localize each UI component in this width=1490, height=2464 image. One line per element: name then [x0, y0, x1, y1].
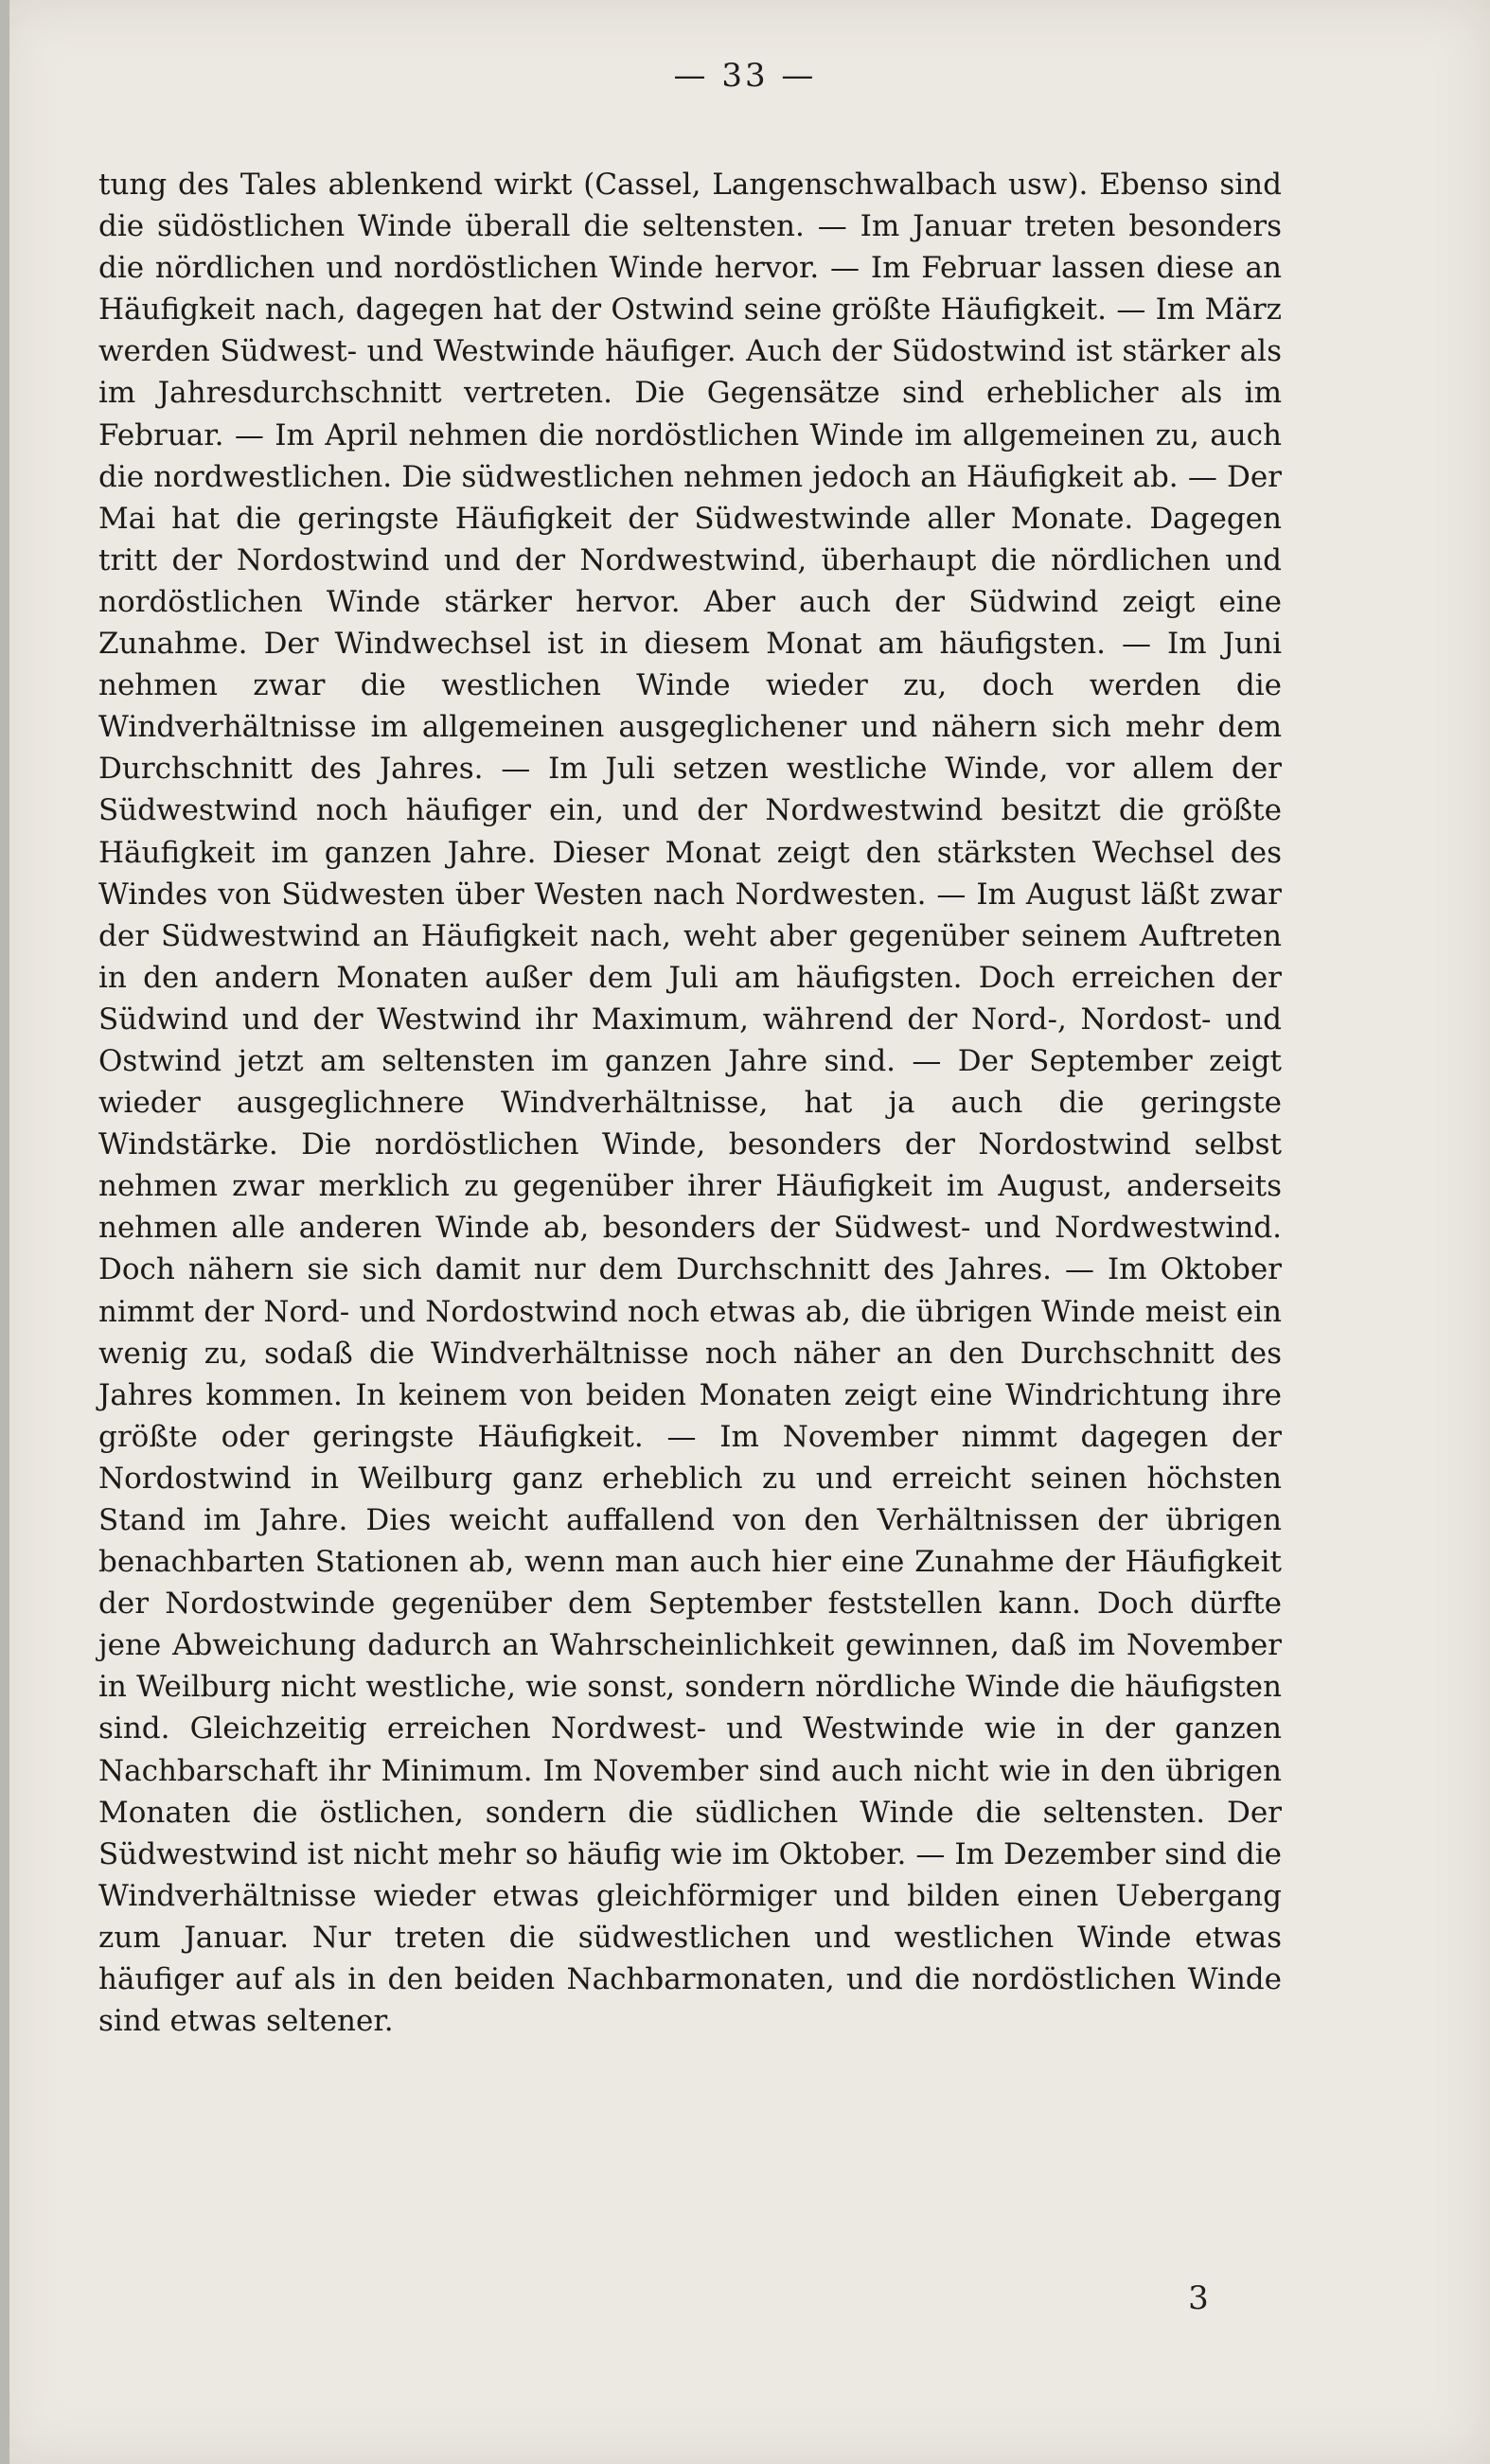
signature-mark: 3 [1188, 2279, 1209, 2317]
page-binding-edge [0, 0, 9, 2464]
body-text [98, 164, 1282, 2042]
page-number: — 33 — [673, 57, 817, 95]
paragraph: tung des Tales ablenkend wirkt (Cassel, Langenschwalbach usw). Ebenso sind die südöstlichen Winde überall die seltensten. — Im Januar treten besonders die nördlichen und nordöstlichen Winde hervor. — Im Februar lassen diese an Häufigkeit nach, dagegen hat der Ostwind seine größte Häufigkeit. — Im März werden Südwest- und Westwinde häufiger. Auch der Südostwind ist stärker als im Jahresdurchschnitt vertreten. Die Gegensätze sind erheblicher als im Februar. — Im April nehmen die nordöstlichen Winde im allgemeinen zu, auch die nordwestlichen. Die südwestlichen nehmen jedoch an Häufigkeit ab. — Der Mai hat die geringste Häufigkeit der Südwestwinde aller Monate. Dagegen tritt der Nordostwind und der Nordwestwind, überhaupt die nördlichen und nordöstlichen Winde stärker hervor. Aber auch der Südwind zeigt eine Zunahme. Der Windwechsel ist in diesem Monat am häufigsten. — Im Juni nehmen zwar die westlichen Winde wieder zu, doch werden die Windverhältnisse im allgemeinen ausgeglichener und nähern sich mehr dem Durchschnitt des Jahres. — Im Juli setzen westliche Winde, vor allem der Südwestwind noch häufiger ein, und der Nordwestwind besitzt die größte Häufigkeit im ganzen Jahre. Dieser Monat zeigt den stärksten Wechsel des Windes von Südwesten über Westen nach Nordwesten. — Im August läßt zwar der Südwestwind an Häufigkeit nach, weht aber gegenüber seinem Auftreten in den andern Monaten außer dem Juli am häufigsten. Doch erreichen der Südwind und der Westwind ihr Maximum, während der Nord-, Nordost- und Ostwind jetzt am seltensten im ganzen Jahre sind. — Der September zeigt wieder ausgeglichnere Windverhältnisse, hat ja auch die geringste Windstärke. Die nordöstlichen Winde, besonders der Nordostwind selbst nehmen zwar merklich zu gegenüber ihrer Häufigkeit im August, anderseits nehmen alle anderen Winde ab, besonders der Südwest- und Nordwestwind. Doch nähern sie sich damit nur dem Durchschnitt des Jahres. — Im Oktober nimmt der Nord- und Nordostwind noch etwas ab, die übrigen Winde meist ein wenig zu, sodaß die Windverhältnisse noch näher an den Durchschnitt des Jahres kommen. In keinem von beiden Monaten zeigt eine Windrichtung ihre größte oder geringste Häufigkeit. — Im November nimmt dagegen der Nordostwind in Weilburg ganz erheblich zu und erreicht seinen höchsten Stand im Jahre. Dies weicht auffallend von den Verhältnissen der übrigen benachbarten Stationen ab, wenn man auch hier eine Zunahme der Häufigkeit der Nordostwinde gegenüber dem September feststellen kann. Doch dürfte jene Abweichung dadurch an Wahrscheinlichkeit gewinnen, daß im November in Weilburg nicht westliche, wie sonst, sondern nördliche Winde die häufigsten sind. Gleichzeitig erreichen Nordwest- und Westwinde wie in der ganzen Nachbarschaft ihr Minimum. Im November sind auch nicht wie in den übrigen Monaten die östlichen, sondern die südlichen Winde die seltensten. Der Südwestwind ist nicht mehr so häufig wie im Oktober. — Im Dezember sind die Windverhältnisse wieder etwas gleichförmiger und bilden einen Uebergang zum Januar. Nur treten die südwestlichen und westlichen Winde etwas häufiger auf als in den beiden Nachbarmonaten, und die nordöstlichen Winde sind etwas seltener. [98, 168, 1282, 2039]
